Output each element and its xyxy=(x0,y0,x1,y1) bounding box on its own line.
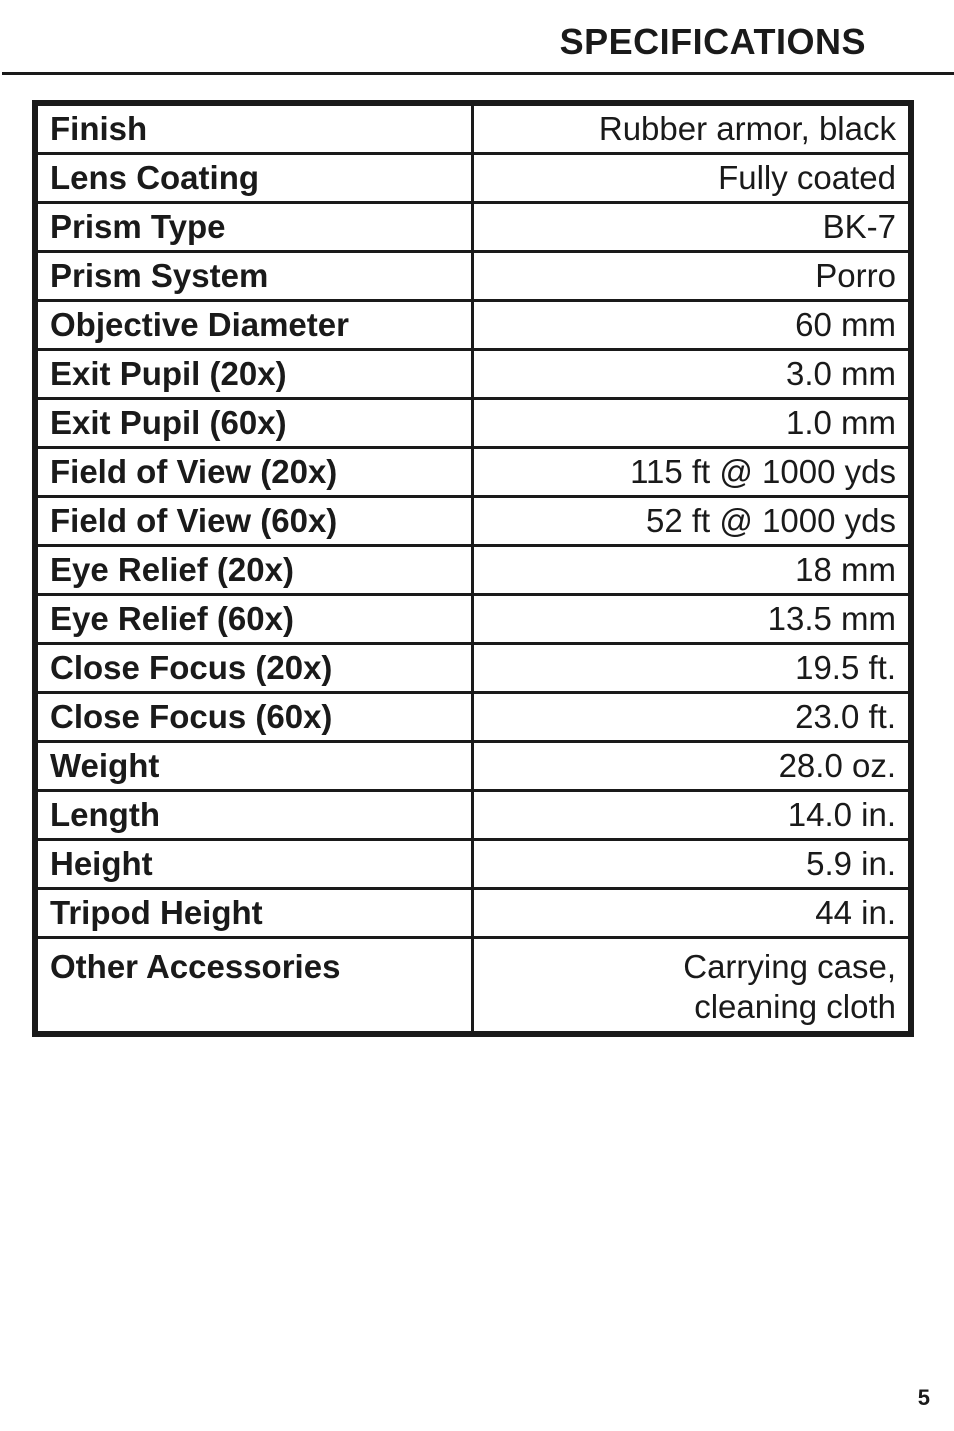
table-row xyxy=(35,546,911,595)
spec-value: 5.9 in. xyxy=(472,840,911,889)
spec-value: 60 mm xyxy=(472,301,911,350)
spec-label: Tripod Height xyxy=(35,889,472,938)
table-row xyxy=(35,742,911,791)
spec-value: Carrying case, cleaning cloth xyxy=(472,938,911,1034)
table-row xyxy=(35,644,911,693)
table-row xyxy=(35,350,911,399)
spec-value: BK-7 xyxy=(472,203,911,252)
spec-label: Lens Coating xyxy=(35,154,472,203)
spec-label: Exit Pupil (20x) xyxy=(35,350,472,399)
table-row xyxy=(35,938,911,1034)
spec-label: Close Focus (60x) xyxy=(35,693,472,742)
table-row xyxy=(35,448,911,497)
spec-value: 3.0 mm xyxy=(472,350,911,399)
table-row xyxy=(35,301,911,350)
spec-value: 28.0 oz. xyxy=(472,742,911,791)
spec-value: 23.0 ft. xyxy=(472,693,911,742)
table-row xyxy=(35,889,911,938)
spec-value: 115 ft @ 1000 yds xyxy=(472,448,911,497)
spec-value: 44 in. xyxy=(472,889,911,938)
spec-label: Close Focus (20x) xyxy=(35,644,472,693)
spec-label: Weight xyxy=(35,742,472,791)
spec-value: 14.0 in. xyxy=(472,791,911,840)
spec-value: 13.5 mm xyxy=(472,595,911,644)
spec-value: 1.0 mm xyxy=(472,399,911,448)
table-row xyxy=(35,595,911,644)
page-number: 5 xyxy=(917,1385,930,1410)
spec-value: 18 mm xyxy=(472,546,911,595)
spec-value: 19.5 ft. xyxy=(472,644,911,693)
page-title: SPECIFICATIONS xyxy=(559,21,866,62)
spec-label: Objective Diameter xyxy=(35,301,472,350)
table-row xyxy=(35,840,911,889)
spec-label: Prism Type xyxy=(35,203,472,252)
spec-label: Finish xyxy=(35,103,472,154)
spec-value: 52 ft @ 1000 yds xyxy=(472,497,911,546)
table-row xyxy=(35,791,911,840)
spec-value: Porro xyxy=(472,252,911,301)
specifications-table xyxy=(32,100,914,1037)
table-row xyxy=(35,203,911,252)
spec-label: Eye Relief (60x) xyxy=(35,595,472,644)
spec-value: Fully coated xyxy=(472,154,911,203)
spec-label: Other Accessories xyxy=(35,938,472,1034)
spec-label: Length xyxy=(35,791,472,840)
title-divider xyxy=(2,72,954,75)
spec-label: Field of View (60x) xyxy=(35,497,472,546)
table-row xyxy=(35,693,911,742)
spec-label: Field of View (20x) xyxy=(35,448,472,497)
spec-label: Prism System xyxy=(35,252,472,301)
table-row xyxy=(35,154,911,203)
spec-label: Eye Relief (20x) xyxy=(35,546,472,595)
spec-label: Height xyxy=(35,840,472,889)
table-row xyxy=(35,399,911,448)
spec-value: Rubber armor, black xyxy=(472,103,911,154)
table-row xyxy=(35,103,911,154)
spec-label: Exit Pupil (60x) xyxy=(35,399,472,448)
table-row xyxy=(35,252,911,301)
table-row xyxy=(35,497,911,546)
